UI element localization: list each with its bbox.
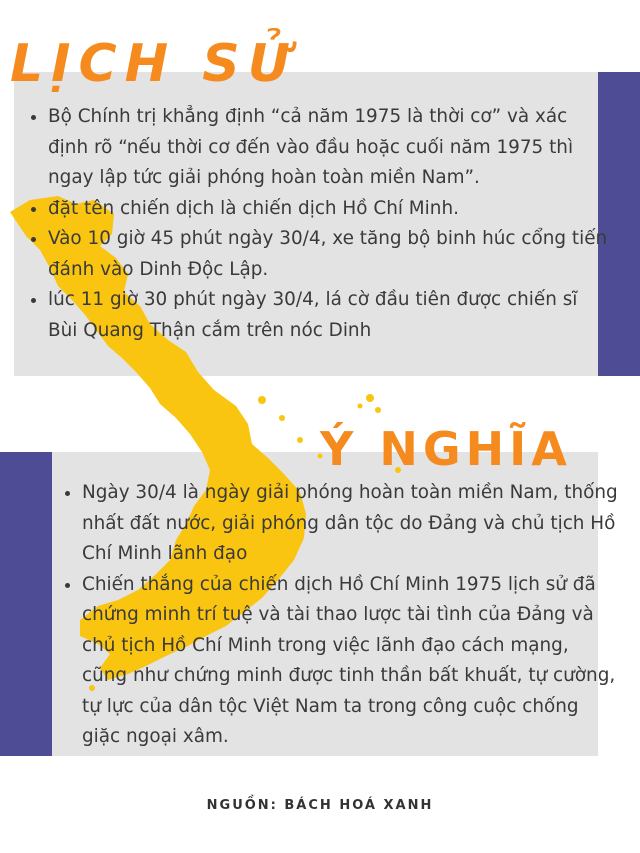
list-item: • Ngày 30/4 là ngày giải phóng hoàn toàn miền Nam, thống nhất đất nước, giải phóng dân tộc do Đảng và chủ tịch Hồ Chí Minh lãnh đạo [82, 478, 618, 570]
list-item: • lúc 11 giờ 30 phút ngày 30/4, lá cờ đầu tiên được chiến sĩ Bùi Quang Thận cắm trên nóc Dinh [48, 285, 608, 346]
list-item: • Chiến thắng của chiến dịch Hồ Chí Minh 1975 lịch sử đã chứng minh trí tuệ và tài thao lược tài tình của Đảng và chủ tịch Hồ Chí Minh trong việc lãnh đạo cách mạng, cũng như chứng minh được tinh thần bất khuất, tự cường, tự lực của dân tộc Việt Nam ta trong công cuộc chống giặc ngoại xâm. [82, 570, 618, 753]
meaning-list [52, 478, 618, 753]
history-list [18, 102, 608, 346]
list-item: • Bộ Chính trị khẳng định “cả năm 1975 là thời cơ” và xác định rõ “nếu thời cơ đến vào đầu hoặc cuối năm 1975 thì ngay lập tức giải phóng hoàn toàn miền Nam”. [48, 102, 608, 194]
list-item: • đặt tên chiến dịch là chiến dịch Hồ Chí Minh. [48, 194, 608, 225]
source-credit: NGUỒN: BÁCH HOÁ XANH [206, 798, 434, 813]
history-heading: LỊCH SỬ [10, 34, 298, 94]
meaning-heading: Ý NGHĨA [320, 422, 572, 476]
list-item: • Vào 10 giờ 45 phút ngày 30/4, xe tăng bộ binh húc cổng tiến đánh vào Dinh Độc Lập. [48, 224, 608, 285]
